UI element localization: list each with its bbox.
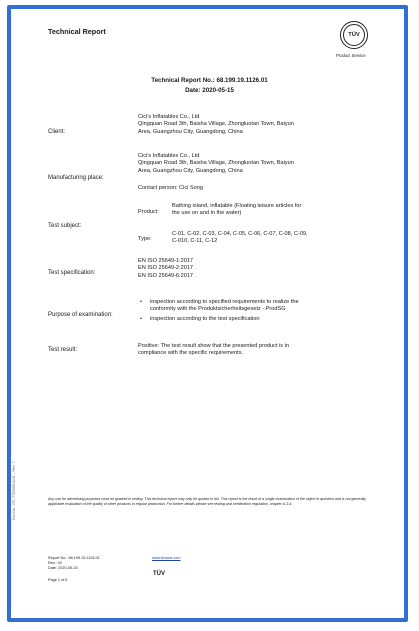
manufacturing-line: Cici's Inflatables Co., Ltd bbox=[138, 153, 200, 159]
test-spec-line: EN ISO 25649-6:2017 bbox=[138, 272, 194, 279]
purpose-label: Purpose of examination: bbox=[48, 312, 113, 318]
bullet-dot: • bbox=[140, 316, 142, 322]
footer-date: Date: 2020-05-15 bbox=[48, 566, 78, 570]
disclaimer-text: Any use for advertising purposes must be granted in writing. This technical report may only be quoted in full. This report is the result of a single examination of the object in question and is not generally applicable evaluation of the quality of other products in regular production. For further details please see testing and certification regulation, chapter A-3.4. bbox=[48, 497, 367, 506]
document-heading: Technical Report bbox=[48, 27, 106, 36]
type-value bbox=[172, 231, 368, 246]
test-result-value bbox=[138, 343, 368, 358]
product-line: Bathing island, inflatable (Floating leisure articles for bbox=[172, 203, 302, 209]
client-line: Qingquan Road 3th, Baisha Village, Zhongluotan Town, Baiyun bbox=[138, 121, 294, 128]
footer-report-no: Report No.: 68.199.19.1126.01 bbox=[48, 556, 100, 560]
tuv-logo-icon bbox=[340, 21, 368, 49]
type-line: C-010, C-11, C-12 bbox=[172, 238, 218, 245]
product-value bbox=[172, 203, 368, 218]
manufacturing-value bbox=[138, 153, 368, 175]
report-number: Technical Report No.: 68.199.19.1126.01 bbox=[151, 77, 268, 84]
test-spec-value bbox=[138, 258, 368, 280]
manufacturing-line: Qingquan Road 3th, Baisha Village, Zhongluotan Town, Baiyun bbox=[138, 160, 294, 167]
result-line: compliance with the specific requirements. bbox=[138, 350, 244, 357]
client-value bbox=[138, 114, 368, 136]
type-line: C-01, C-02, C-03, C-04, C-05, C-06, C-07, C-08, C-09, bbox=[172, 231, 308, 237]
product-line: the use on and in the water) bbox=[172, 210, 242, 217]
footer-rev: Rev.: 00 bbox=[48, 561, 62, 565]
tuv-logo-text: TÜV bbox=[343, 24, 365, 46]
client-line: Cici's Inflatables Co., Ltd bbox=[138, 114, 200, 120]
test-result-label: Test result: bbox=[48, 347, 78, 353]
purpose-line: inspection according to specified requirements to realize the bbox=[150, 299, 299, 305]
side-document-code: Doc No.: ITC-TTW009-02-E – Rev. 7 bbox=[12, 461, 16, 520]
client-line: Area, Guangzhou City, Guangdong, China bbox=[138, 128, 243, 135]
bullet-dot: • bbox=[140, 299, 142, 305]
logo-caption: Product Service bbox=[336, 53, 366, 58]
purpose-bullet-2: inspection according to the test specification bbox=[150, 316, 260, 322]
test-subject-label: Test subject: bbox=[48, 223, 82, 229]
contact-person: Contact person: Cici Song bbox=[138, 185, 203, 191]
purpose-bullet-1 bbox=[150, 299, 370, 314]
test-spec-label: Test specification: bbox=[48, 270, 96, 276]
client-label: Client: bbox=[48, 129, 66, 135]
purpose-line: conformity with the Produktsicherheitsgesetz - ProdSG bbox=[150, 306, 286, 313]
manufacturing-label: Manufacturing place: bbox=[48, 175, 104, 181]
test-spec-line: EN ISO 25649-1:2017 bbox=[138, 258, 194, 264]
type-label: Type: bbox=[138, 236, 152, 242]
test-spec-line: EN ISO 25649-2:2017 bbox=[138, 265, 194, 272]
report-date: Date: 2020-05-15 bbox=[185, 87, 234, 94]
manufacturing-line: Area, Guangzhou City, Guangdong, China bbox=[138, 167, 243, 174]
footer-website-link[interactable]: www.tuvsud.com bbox=[152, 556, 181, 560]
result-line: Positive: The test result show that the presented product is in bbox=[138, 343, 290, 349]
product-label: Product: bbox=[138, 209, 159, 215]
footer-page: Page 1 of 6 bbox=[48, 578, 68, 582]
footer-tuv-logo: TÜV bbox=[153, 571, 165, 577]
